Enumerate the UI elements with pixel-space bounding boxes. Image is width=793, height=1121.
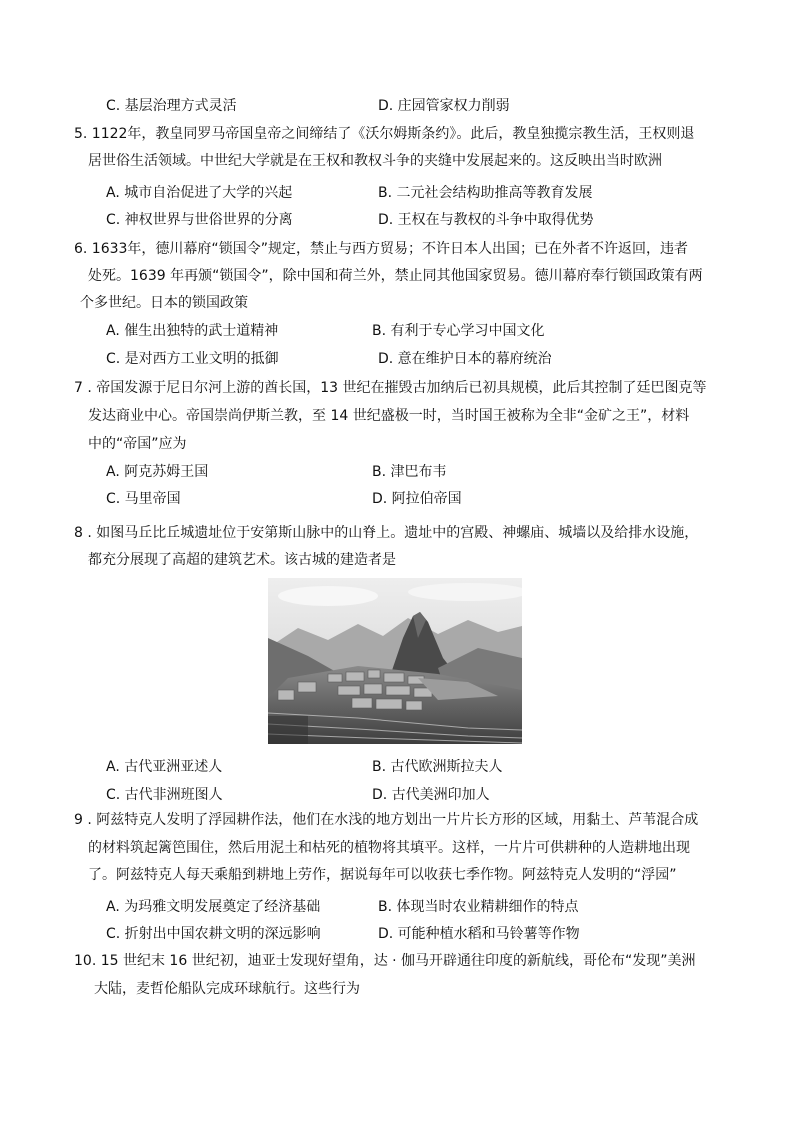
q5-option-a: A. 城市自治促进了大学的兴起: [106, 185, 293, 201]
q4-option-c: C. 基层治理方式灵活: [106, 98, 237, 114]
q10-stem-line-1: 10. 15 世纪末 16 世纪初，迪亚士发现好望角，达 · 伽马开辟通往印度的新航线，哥伦布“发现”美洲: [74, 953, 696, 969]
q4-option-d: D. 庄园管家权力削弱: [378, 98, 510, 114]
q7-option-a: A. 阿克苏姆王国: [106, 464, 209, 480]
q8-option-d: D. 古代美洲印加人: [372, 787, 490, 803]
q7-option-c: C. 马里帝国: [106, 491, 181, 507]
q6-option-d: D. 意在维护日本的幕府统治: [378, 351, 552, 367]
q6-option-c: C. 是对西方工业文明的抵御: [106, 351, 279, 367]
q8-option-c: C. 古代非洲班图人: [106, 787, 223, 803]
q6-stem-line-2: 处死。1639 年再颁“锁国令”，除中国和荷兰外，禁止同其他国家贸易。德川幕府奉行锁国政策有两: [88, 268, 703, 284]
q8-option-b: B. 古代欧洲斯拉夫人: [372, 759, 503, 775]
q9-option-d: D. 可能种植水稻和马铃薯等作物: [378, 926, 580, 942]
q7-stem-line-1: 7 . 帝国发源于尼日尔河上游的酋长国，13 世纪在摧毁古加纳后已初具规模，此后其控制了廷巴图克等: [74, 380, 707, 396]
q5-option-c: C. 神权世界与世俗世界的分离: [106, 212, 293, 228]
q9-option-c: C. 折射出中国农耕文明的深远影响: [106, 926, 321, 942]
q5-option-d: D. 王权在与教权的斗争中取得优势: [378, 212, 594, 228]
q7-stem-line-3: 中的“帝国”应为: [88, 436, 187, 452]
q7-option-d: D. 阿拉伯帝国: [372, 491, 462, 507]
q7-stem-line-2: 发达商业中心。帝国崇尚伊斯兰教，至 14 世纪盛极一时，当时国王被称为全非“金矿之王”，材料: [88, 408, 690, 424]
q9-stem-line-3: 了。阿兹特克人每天乘船到耕地上劳作，据说每年可以收获七季作物。阿兹特克人发明的“浮园”: [88, 867, 677, 883]
q8-option-a: A. 古代亚洲亚述人: [106, 759, 223, 775]
q6-stem-line-1: 6. 1633年，德川幕府“锁国令”规定，禁止与西方贸易；不许日本人出国；已在外者不许返回，违者: [74, 241, 688, 257]
q6-stem-line-3: 个多世纪。日本的锁国政策: [80, 295, 248, 311]
q9-option-b: B. 体现当时农业精耕细作的特点: [378, 899, 579, 915]
q9-option-a: A. 为玛雅文明发展奠定了经济基础: [106, 899, 321, 915]
q7-option-b: B. 津巴布韦: [372, 464, 447, 480]
q5-option-b: B. 二元社会结构助推高等教育发展: [378, 185, 593, 201]
q5-stem-line-2: 居世俗生活领域。中世纪大学就是在王权和教权斗争的夹缝中发展起来的。这反映出当时欧洲: [88, 153, 662, 169]
q6-option-a: A. 催生出独特的武士道精神: [106, 323, 279, 339]
q9-stem-line-2: 的材料筑起篱笆围住，然后用泥土和枯死的植物将其填平。这样，一片片可供耕种的人造耕地出现: [88, 840, 690, 856]
machu-picchu-photo: [268, 578, 522, 744]
q10-stem-line-2: 大陆，麦哲伦船队完成环球航行。这些行为: [94, 981, 360, 997]
q5-stem-line-1: 5. 1122年，教皇同罗马帝国皇帝之间缔结了《沃尔姆斯条约》。此后，教皇独揽宗教生活，王权则退: [74, 126, 695, 142]
q8-stem-line-1: 8 . 如图马丘比丘城遗址位于安第斯山脉中的山脊上。遗址中的宫殿、神螺庙、城墙以及给排水设施，: [74, 525, 699, 541]
q8-stem-line-2: 都充分展现了高超的建筑艺术。该古城的建造者是: [88, 552, 396, 568]
q6-option-b: B. 有利于专心学习中国文化: [372, 323, 545, 339]
q9-stem-line-1: 9 . 阿兹特克人发明了浮园耕作法，他们在水浅的地方划出一片片长方形的区域，用黏土、芦苇混合成: [74, 812, 699, 828]
